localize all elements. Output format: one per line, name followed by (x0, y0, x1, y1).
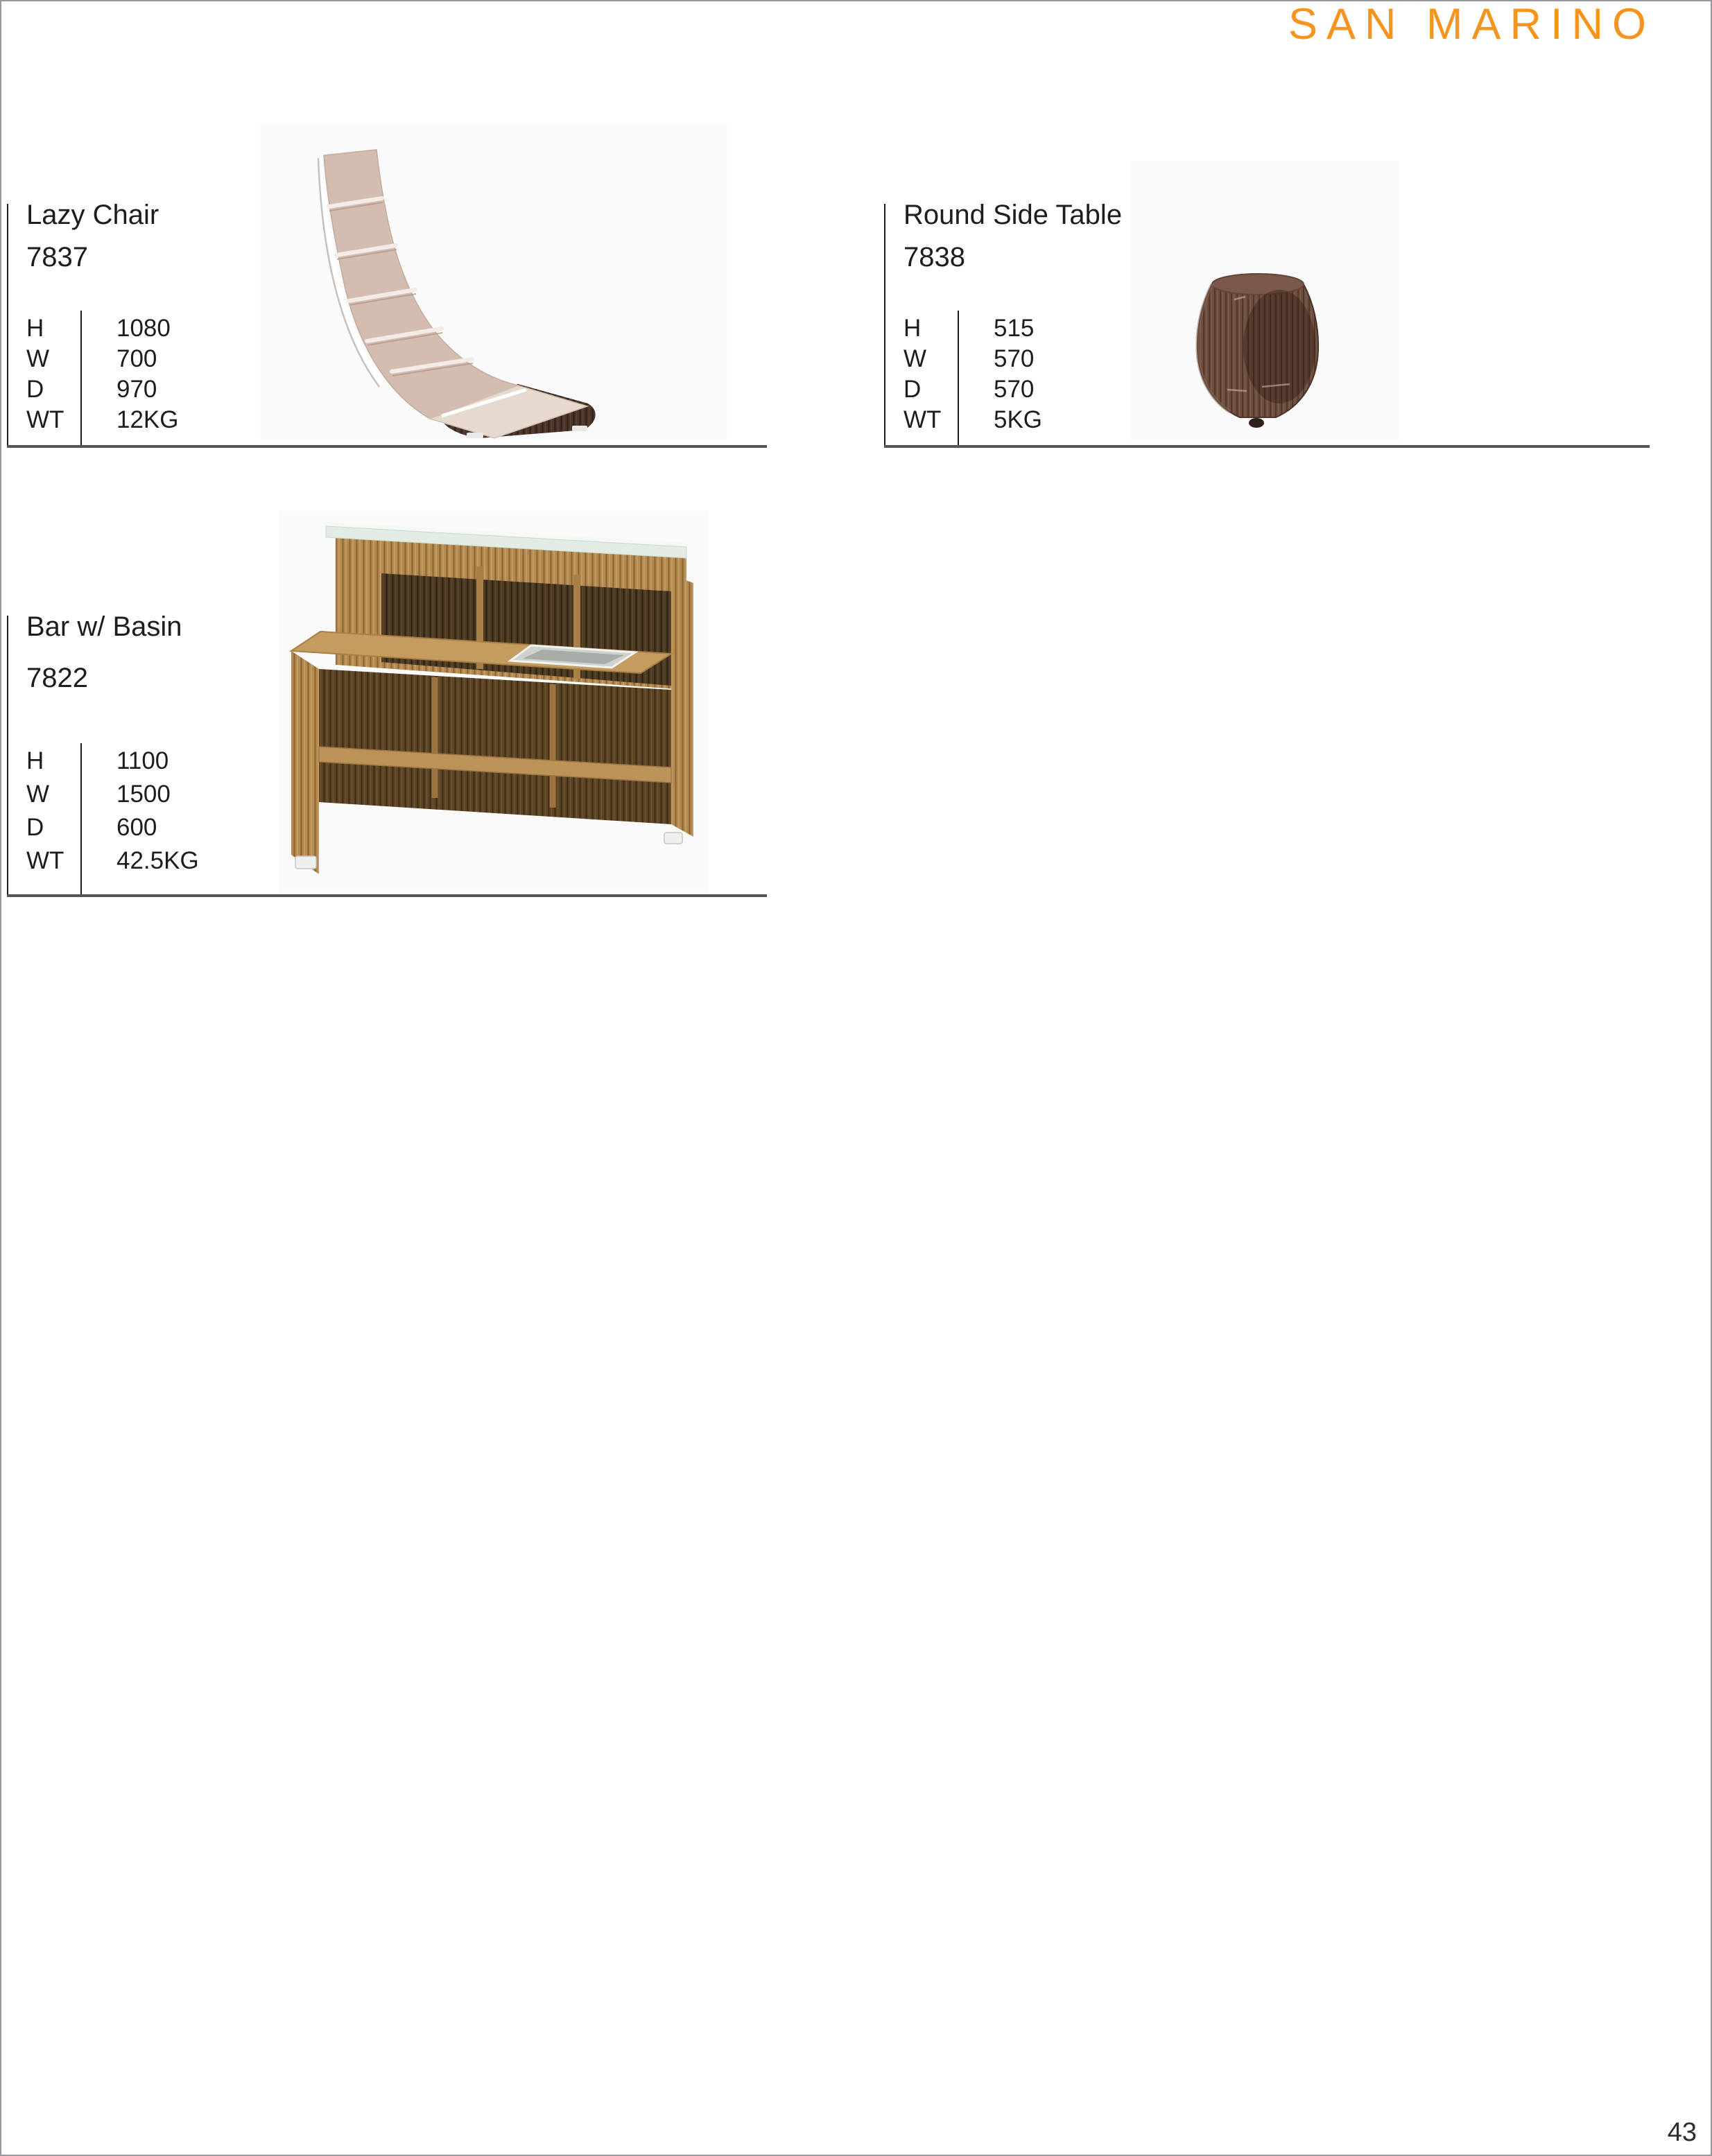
spec-row (26, 814, 199, 847)
spec-divider-rule (80, 743, 82, 894)
spec-label: H (26, 747, 44, 774)
bottom-rule (7, 894, 767, 897)
lazy-chair-image (260, 125, 727, 440)
spec-label: H (26, 315, 44, 342)
spec-row (26, 847, 199, 880)
lazy-chair-photo (260, 125, 727, 440)
product-name: Lazy Chair (26, 200, 159, 230)
spec-value: 515 (994, 315, 1035, 342)
left-rule (7, 204, 8, 445)
spec-label: WT (26, 406, 64, 433)
spec-value: 1080 (116, 315, 171, 342)
spec-row (903, 406, 1042, 437)
bar-lower-interior (319, 669, 671, 824)
spec-label: WT (26, 847, 64, 874)
spec-value: 700 (116, 345, 157, 372)
spec-row (26, 315, 179, 345)
spec-row (903, 345, 1042, 376)
spec-row (903, 376, 1042, 406)
product-name: Bar w/ Basin (26, 611, 182, 642)
spec-divider-rule (958, 311, 959, 445)
spec-label: H (903, 315, 922, 342)
product-code: 7822 (26, 663, 88, 693)
product-code: 7838 (903, 242, 965, 272)
spec-value: 570 (994, 376, 1035, 403)
bottom-rule (7, 445, 767, 448)
spec-value: 12KG (116, 406, 179, 433)
spec-value: 42.5KG (116, 847, 199, 874)
table-top (1212, 274, 1304, 295)
bar-left-panel (291, 651, 319, 874)
spec-table (903, 315, 1042, 437)
spec-label: WT (903, 406, 942, 433)
spec-label: W (26, 781, 50, 808)
spec-label: W (26, 345, 50, 372)
spec-divider-rule (80, 311, 82, 445)
spec-row (26, 345, 179, 376)
bottom-rule (884, 445, 1650, 448)
spec-table (26, 747, 199, 880)
product-name: Round Side Table (903, 200, 1123, 230)
spec-label: D (26, 376, 44, 403)
spec-row (26, 376, 179, 406)
left-rule (884, 204, 885, 445)
round-side-table-photo (1130, 161, 1399, 440)
page-number: 43 (1667, 2118, 1697, 2147)
spec-value: 570 (994, 345, 1035, 372)
chair-back-cushion (324, 150, 518, 419)
spec-value: 5KG (994, 406, 1043, 433)
product-code: 7837 (26, 242, 88, 272)
bar-with-basin-image (279, 511, 709, 892)
spec-row (26, 781, 199, 814)
spec-table (26, 315, 179, 437)
spec-row (903, 315, 1042, 345)
spec-label: D (26, 814, 44, 841)
spec-value: 600 (116, 814, 157, 841)
page-title: SAN MARINO (1288, 0, 1655, 49)
spec-label: W (903, 345, 927, 372)
spec-row (26, 747, 199, 781)
spec-label: D (903, 376, 922, 403)
spec-value: 970 (116, 376, 157, 403)
bar-right-column (671, 575, 693, 837)
bar-with-basin-photo (279, 511, 709, 892)
left-rule (7, 616, 8, 894)
spec-row (26, 406, 179, 437)
round-side-table-image (1130, 161, 1399, 440)
spec-value: 1100 (116, 747, 169, 774)
spec-value: 1500 (116, 781, 171, 808)
